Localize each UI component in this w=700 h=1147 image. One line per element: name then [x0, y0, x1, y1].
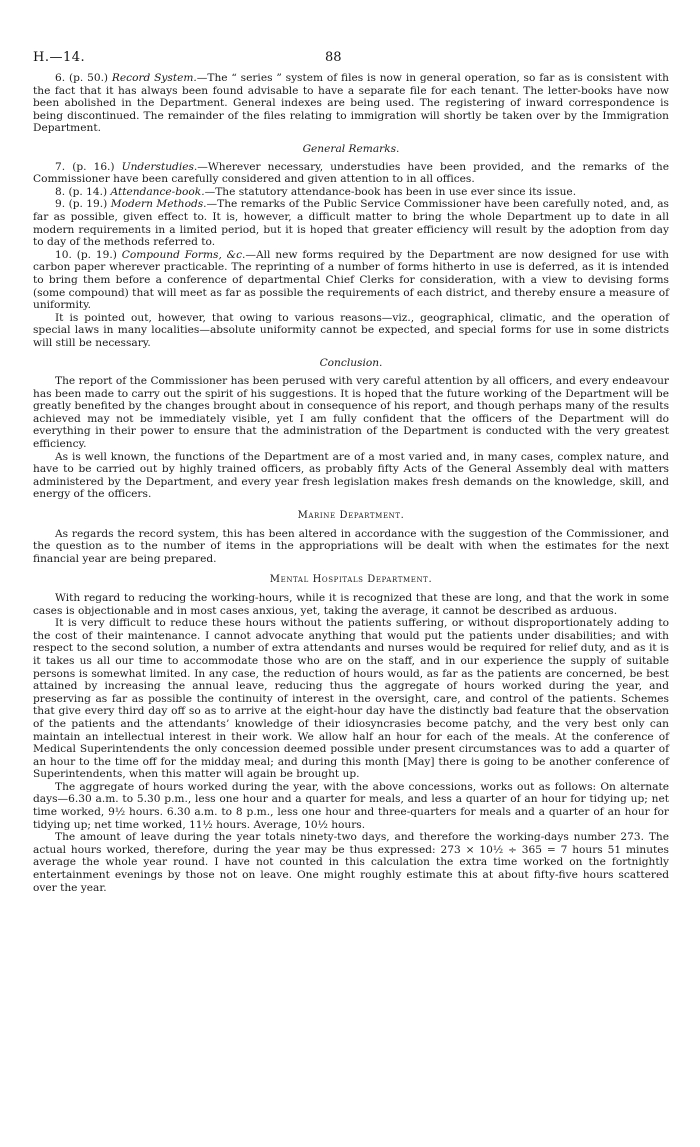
- document-series: H.—14.: [33, 50, 86, 65]
- paragraph: [33, 781, 669, 831]
- paragraph: [33, 831, 669, 894]
- paragraph-number: 7. (p. 16.): [55, 160, 122, 173]
- paragraph-text: It is very difficult to reduce these hours without the patients suffering, or without disproportionately adding to the cost of their maintenance. I cannot advocate anything that would put the patients under disabilities; and with respect to the second solution, a number of extra attendants and nurses would be required for relief duty, and as it is it takes us all our time to accommodate those who are on the staff, and in our experience the supply of suitable persons is somewhat limited. In any case, the reduction of hours would, as far as the patients are concerned, be best attained by increasing the annual leave, reducing thus the aggregate of hours worked during the year, and preserving as far as possible the continuity of interest in the oversight, care, and control of the patients. Schemes that give every third day off so as to arrive at the eight-hour day have the distinctly bad feature that the observation of the patients and the attendants’ knowledge of their idiosyncrasies become patchy, and the very best only can maintain an intellectual interest in their work. We allow half an hour for each of the meals. At the conference of Medical Superintendents the only concession deemed possible under present circumstances was to add a quarter of an hour to the time off for the midday meal; and during this month [May] there is going to be another conference of Superintendents, when this matter will again be brought up.: [33, 617, 669, 781]
- paragraph-title: Attendance-book.: [110, 185, 205, 198]
- paragraph-text: —Wherever necessary, understudies have been provided, and the remarks of the Commissioner have been carefully considered and given attention to in all offices.: [33, 160, 669, 186]
- paragraph-title: Compound Forms, &c.: [121, 248, 246, 261]
- paragraph: [33, 161, 669, 186]
- page-header: [33, 50, 669, 66]
- page-number: 88: [325, 50, 342, 65]
- section-heading: Conclusion.: [319, 357, 383, 370]
- section-heading: General Remarks.: [302, 142, 400, 155]
- paragraph: [33, 375, 669, 451]
- paragraph: [33, 198, 669, 248]
- paragraph: [33, 249, 669, 312]
- paragraph: [33, 617, 669, 781]
- paragraph-text: The aggregate of hours worked during the year, with the above concessions, works out as follows: On alternate days—6.30 a.m. to 5.30 p.m., less one hour and a quarter for meals, and less a quarter of an hour for tidying up; net time worked, 9½ hours. 6.30 a.m. to 8 p.m., less one hour and three-quarters for meals and a quarter of an hour for tidying up; net time worked, 11½ hours. Average, 10½ hours.: [33, 780, 669, 831]
- section-heading: Mental Hospitals Department.: [269, 574, 433, 586]
- paragraph-text: The amount of leave during the year totals ninety-two days, and therefore the working-days number 273. The actual hours worked, therefore, during the year may be thus expressed: 273 × 10½ ÷ 365 = 7 hours 51 minutes average the whole year round. I have not counted in this calculation the extra time worked on the fortnightly entertainment evenings by those not on leave. One might roughly estimate this at about fifty-five hours scattered over the year.: [33, 831, 669, 894]
- paragraph-title: Understudies.: [121, 160, 198, 173]
- section-heading: Marine Department.: [297, 510, 405, 521]
- paragraph-text: As regards the record system, this has been altered in accordance with the suggestion of the Commissioner, and the question as to the number of items in the appropriations will be dealt with when the estimates for the next financial year are being prepared.: [33, 527, 669, 565]
- paragraph: [33, 186, 669, 199]
- paragraph: [33, 592, 669, 617]
- paragraph: [33, 312, 669, 350]
- paragraph-text: —All new forms required by the Department are now designed for use with carbon paper wherever practicable. The reprinting of a number of forms hitherto in use is deferred, as it is intended to bring them before a conference of departmental Chief Clerks for consideration, with a view to devising forms (some compound) that will meet as far as possible the requirements of each district, and thereby ensure a measure of uniformity.: [33, 248, 669, 312]
- paragraph-text: The report of the Commissioner has been perused with very careful attention by all officers, and every endeavour has been made to carry out the spirit of his suggestions. It is hoped that the future working of the Department will be greatly benefited by the changes brought about in consequence of his report, and though perhaps many of the results achieved may not be immediately visible, yet I am fully confident that the officers of the Department will do everything in their power to ensure that the administration of the Department is conducted with the very greatest efficiency.: [33, 375, 669, 451]
- paragraph-number: 6. (p. 50.): [55, 72, 112, 84]
- paragraph-title: Modern Methods.: [110, 198, 207, 211]
- paragraph: [33, 451, 669, 501]
- paragraph-text: With regard to reducing the working-hours, while it is recognized that these are long, and that the work in some cases is objectionable and in most cases anxious, yet, taking the average, it cannot be described as arduous.: [33, 591, 669, 617]
- paragraph: [33, 72, 669, 135]
- paragraph-text: It is pointed out, however, that owing to various reasons—viz., geographical, climatic, and the operation of special laws in many localities—absolute uniformity cannot be expected, and special forms for use in some districts will still be necessary.: [33, 311, 669, 349]
- paragraph-text: —The “ series ” system of files is now in general operation, so far as is consistent with the fact that it has always been found advisable to have a separate file for each tenant. The letter-books have now been abolished in the Department. General indexes are being used. The registering of inward correspondence is being discontinued. The remainder of the files relating to immigration will shortly be taken over by the Immigration Department.: [33, 72, 669, 135]
- paragraph-number: 10. (p. 19.): [55, 248, 122, 261]
- paragraph: [33, 528, 669, 566]
- paragraph-text: —The statutory attendance-book has been in use ever since its issue.: [204, 185, 577, 198]
- paragraph-text: —The remarks of the Public Service Commissioner have been carefully noted, and, as far as possible, given effect to. It is, however, a difficult matter to bring the whole Department up to date in all modern requirements in a limited period, but it is hoped that greater efficiency will result by the adoption from day to day of the methods referred to.: [33, 198, 669, 249]
- paragraph-title: Record System.: [111, 72, 197, 84]
- document-body: [33, 72, 669, 894]
- paragraph-number: 9. (p. 19.): [55, 198, 111, 211]
- paragraph-text: As is well known, the functions of the Department are of a most varied and, in many cases, complex nature, and have to be carried out by highly trained officers, as probably fifty Acts of the General Assembly deal with matters administered by the Department, and every year fresh legislation makes fresh demands on the knowledge, skill, and energy of the officers.: [33, 450, 669, 501]
- paragraph-number: 8. (p. 14.): [55, 185, 111, 198]
